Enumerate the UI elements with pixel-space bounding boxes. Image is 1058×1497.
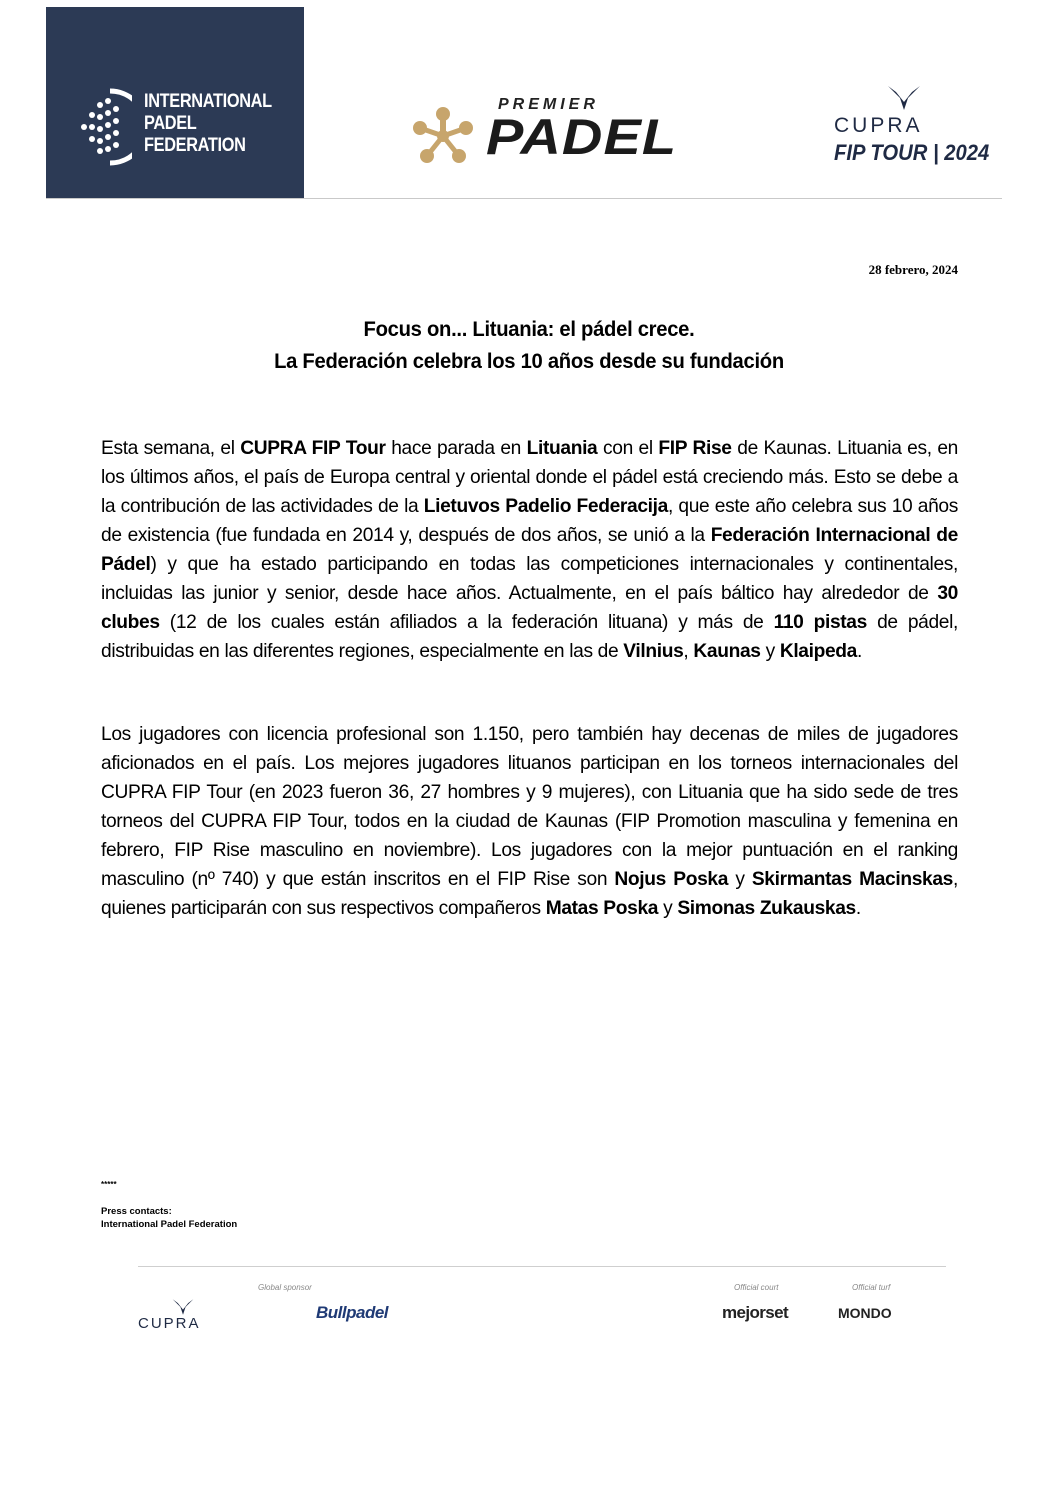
cupra-word: CUPRA [834, 114, 923, 137]
fip-tour-2024: FIP TOUR | 2024 [834, 140, 990, 165]
mondo-logo: MONDO [838, 1305, 892, 1321]
premier-word: PREMIER [498, 96, 599, 113]
mejorset-logo: mejorset [722, 1303, 789, 1322]
premier-padel-logo [410, 96, 700, 166]
ipf-wordmark [144, 91, 272, 157]
text-run: y [658, 898, 678, 919]
press-contacts-org: International Padel Federation [101, 1219, 238, 1230]
text-run: Los jugadores con licencia profesional son 1.150, pero también hay decenas de miles de jugadores aficionados en el país. Los mejores jugadores lituanos participan en los torneos internacionales del CUPRA FIP Tour (en 2023 fueron 36, 27 hombres y 9 mujeres), con Lituania que ha sido sede de tres torneos del CUPRA FIP Tour, todos en la ciudad de Kaunas (FIP Promotion masculina y femenina en febrero, FIP Rise masculino en noviembre). Los jugadores con la mejor puntuación en el ranking masculino (nº 740) y que están inscritos en el FIP Rise son [101, 724, 958, 890]
separator-stars: ***** [101, 1180, 117, 1189]
headline-line-2: La Federación celebra los 10 años desde su fundación [274, 349, 784, 373]
footer-cupra-logo [138, 1298, 230, 1334]
ipf-line-1: INTERNATIONAL [144, 91, 272, 112]
ipf-line-2: PADEL [144, 113, 197, 134]
text-run: . [857, 641, 862, 662]
cupra-emblem-icon [886, 84, 922, 112]
text-run: de pádel, distribuidas en las diferentes regiones, especialmente en las de [101, 612, 958, 662]
text-run: , [683, 641, 694, 662]
bold-lituania: Lituania [526, 438, 598, 459]
label-official-court: Official court [734, 1283, 779, 1292]
bold-lietuvos-federacija: Lietuvos Padelio Federacija [423, 496, 668, 517]
headline-line-1: Focus on... Lituania: el pádel crece. [363, 317, 695, 341]
bold-30-clubes: 30 clubes [101, 583, 958, 633]
header-divider [46, 198, 1002, 199]
text-run: de Kaunas. Lituania es, en los últimos años, el país de Europa central y oriental donde el pádel está creciendo más. Esto se debe a la contribución de las actividades de la [101, 438, 958, 517]
text-run: , quienes participarán con sus respectivos compañeros [101, 869, 958, 919]
label-official-turf: Official turf [852, 1283, 891, 1292]
bold-matas-poska: Matas Poska [545, 898, 659, 919]
bold-cupra-fip-tour: CUPRA FIP Tour [240, 438, 386, 459]
bold-vilnius: Vilnius [623, 641, 684, 662]
text-run: hace parada en [385, 438, 527, 459]
bold-nojus-poska: Nojus Poska [614, 869, 729, 890]
padel-word: PADEL [486, 109, 678, 165]
paragraph-1 [101, 434, 958, 666]
label-global-sponsor: Global sponsor [258, 1283, 312, 1292]
bold-110-pistas: 110 pistas [773, 612, 867, 633]
text-run: , que este año celebra sus 10 años de existencia (fue fundada en 2014 y, después de dos años, se unió a la [101, 496, 958, 546]
press-contacts-label: Press contacts: [101, 1206, 172, 1217]
cupra-fip-tour-logo [830, 84, 990, 170]
ipf-logo [46, 7, 304, 198]
press-date: 28 febrero, 2024 [868, 262, 958, 277]
premier-star-icon [410, 106, 476, 166]
bold-fip-rise: FIP Rise [658, 438, 732, 459]
bullpadel-logo: Bullpadel [316, 1303, 389, 1322]
bold-simonas-zukauskas: Simonas Zukauskas [677, 898, 856, 919]
text-run: Esta semana, el [101, 438, 241, 459]
text-run: y [760, 641, 780, 662]
text-run: . [855, 898, 861, 919]
bold-klaipeda: Klaipeda [779, 641, 857, 662]
text-run: con el [597, 438, 659, 459]
footer-cupra-emblem-icon [170, 1298, 196, 1316]
text-run: ) y que ha estado participando en todas las competiciones internacionales y continentales, incluidas las junior y senior, desde hace años. Actualmente, en el país báltico hay alrededor de [101, 554, 958, 604]
text-run: y [728, 869, 752, 890]
bold-skirmantas-macinskas: Skirmantas Macinskas [751, 869, 954, 890]
ipf-line-3: FEDERATION [144, 135, 246, 156]
text-run: (12 de los cuales están afiliados a la federación lituana) y más de [159, 612, 774, 633]
ipf-ball-icon [76, 85, 132, 169]
footer-cupra-word: CUPRA [138, 1315, 201, 1332]
footer-divider [138, 1266, 946, 1267]
paragraph-2 [101, 720, 958, 923]
bold-kaunas: Kaunas [693, 641, 761, 662]
bold-federacion-internacional: Federación Internacional de Pádel [101, 525, 958, 575]
